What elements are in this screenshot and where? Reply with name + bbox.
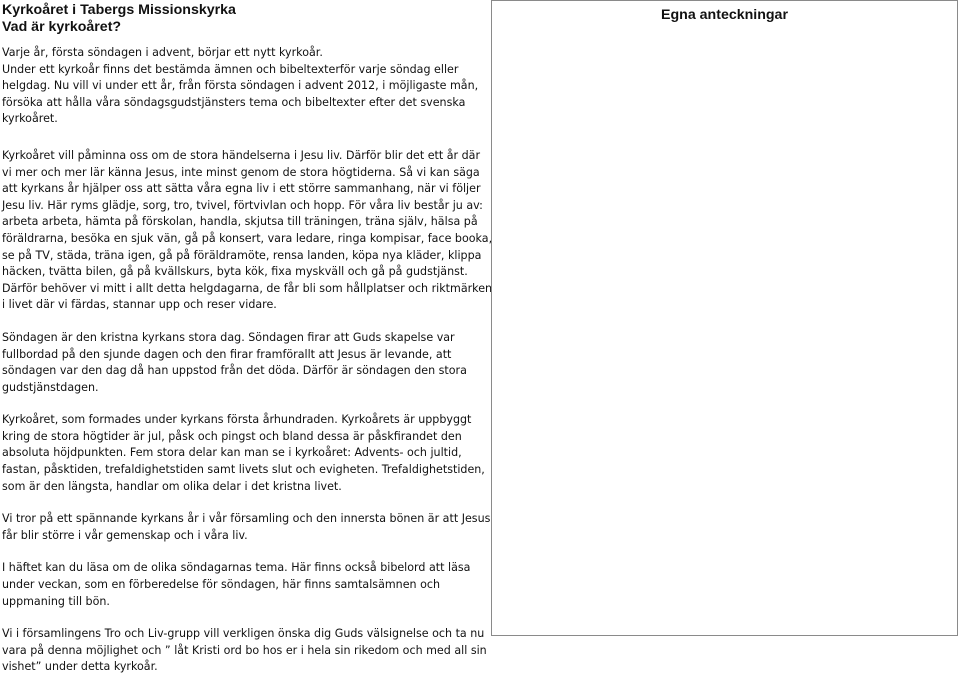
text-line: Varje år, första söndagen i advent, börjar ett nytt kyrkoår. — [2, 46, 323, 59]
paragraph-blessing — [2, 626, 487, 676]
text-line: se på TV, städa, träna igen, gå på föräldramöte, rensa landen, köpa nya kläder, klippa — [2, 248, 482, 262]
text-line: försöka att hålla våra söndagsgudstjänsters tema och bibeltexter efter det svenska — [2, 95, 466, 109]
document-body — [2, 2, 493, 692]
text-line: kring de stora högtider är jul, påsk och pingst och bland dessa är påskfirandet den — [2, 429, 462, 443]
text-line: fastan, påsktiden, trefaldighetstiden samt livets slut och evigheten. Trefaldighetstiden, — [2, 463, 485, 477]
paragraph-booklet — [2, 560, 472, 610]
paragraph-intro — [2, 45, 479, 128]
paragraph-sunday — [2, 330, 472, 396]
text-line: under veckan, som en förberedelse för söndagen, här finns samtalsämnen och — [2, 578, 441, 592]
text-line: gudstjänstdagen. — [2, 380, 99, 394]
text-line: uppmaning till bön. — [2, 594, 110, 608]
notes-title: Egna anteckningar — [661, 7, 788, 23]
text-line: arbeta arbeta, hämta på förskolan, handla, skjutsa till träningen, träna själv, hälsa på — [2, 215, 478, 229]
text-line: Under ett kyrkoår finns det bestämda ämnen och bibeltexterför varje söndag eller — [2, 62, 459, 76]
text-line: kyrkoåret. — [2, 112, 58, 126]
paragraph-purpose — [2, 148, 493, 314]
text-line: absoluta höjdpunkten. Fem stora delar kan man se i kyrkoåret: Advents- och jultid, — [2, 446, 462, 460]
text-line: I häftet kan du läsa om de olika söndagarnas tema. Här finns också bibelord att läsa — [2, 561, 471, 575]
text-line: Därför behöver vi mitt i allt detta helgdagarna, de får bli som hållplatser och riktmärken — [2, 281, 493, 295]
text-line: helgdag. Nu vill vi under ett år, från första söndagen i advent 2012, i möjligaste mån, — [2, 79, 479, 93]
text-line: Kyrkoåret, som formades under kyrkans första århundraden. Kyrkoårets är uppbyggt — [2, 413, 472, 427]
text-line: häcken, tvätta bilen, gå på kvällskurs, byta kök, fixa myskväll och gå på gudstjänst. — [2, 265, 468, 279]
text-line: Vi tror på ett spännande kyrkans år i vår församling och den innersta bönen är att Jesus — [2, 512, 491, 526]
text-line: vi mer och mer lär känna Jesus, inte minst genom de stora högtiderna. Så vi kan säga — [2, 165, 480, 179]
text-line: fullbordad på den sjunde dagen och den firar framförallt att Jesus är levande, att — [2, 347, 452, 361]
text-line: Söndagen är den kristna kyrkans stora dag. Söndagen firar att Guds skapelse var — [2, 330, 455, 344]
text-line: i livet där vi färdas, stannar upp och reser vidare. — [2, 298, 277, 312]
text-line: vara på denna möjlighet och ” låt Kristi ord bo hos er i hela sin rikedom och med all sin — [2, 643, 487, 657]
notes-panel[interactable] — [491, 0, 958, 636]
text-line: föräldrarna, besöka en sjuk vän, gå på konsert, vara ledare, ringa kompisar, face booka, — [2, 231, 493, 245]
document-title: Kyrkoåret i Tabergs Missionskyrka — [2, 2, 236, 18]
text-line: som är den längsta, handlar om olika delar i det kristna livet. — [2, 479, 342, 493]
text-line: Kyrkoåret vill påminna oss om de stora händelserna i Jesu liv. Därför blir det ett år där — [2, 148, 481, 162]
paragraph-belief — [2, 511, 491, 544]
text-line: vishet” under detta kyrkoår. — [2, 660, 158, 674]
document-subtitle: Vad är kyrkoåret? — [2, 19, 122, 35]
text-line: söndagen var den dag då han uppstod från det döda. Därför är söndagen den stora — [2, 364, 467, 378]
text-line: Vi i församlingens Tro och Liv-grupp vill verkligen önska dig Guds välsignelse och ta nu — [2, 627, 485, 641]
text-line: att kyrkans år hjälper oss att sätta våra egna liv i ett större sammanhang, när vi följer — [2, 182, 481, 196]
text-line: Jesu liv. Här ryms glädje, sorg, tro, tvivel, förtvivlan och hopp. För våra liv består ju av: — [2, 198, 483, 212]
paragraph-history — [2, 412, 485, 495]
text-line: får blir större i vår gemenskap och i våra liv. — [2, 528, 248, 542]
